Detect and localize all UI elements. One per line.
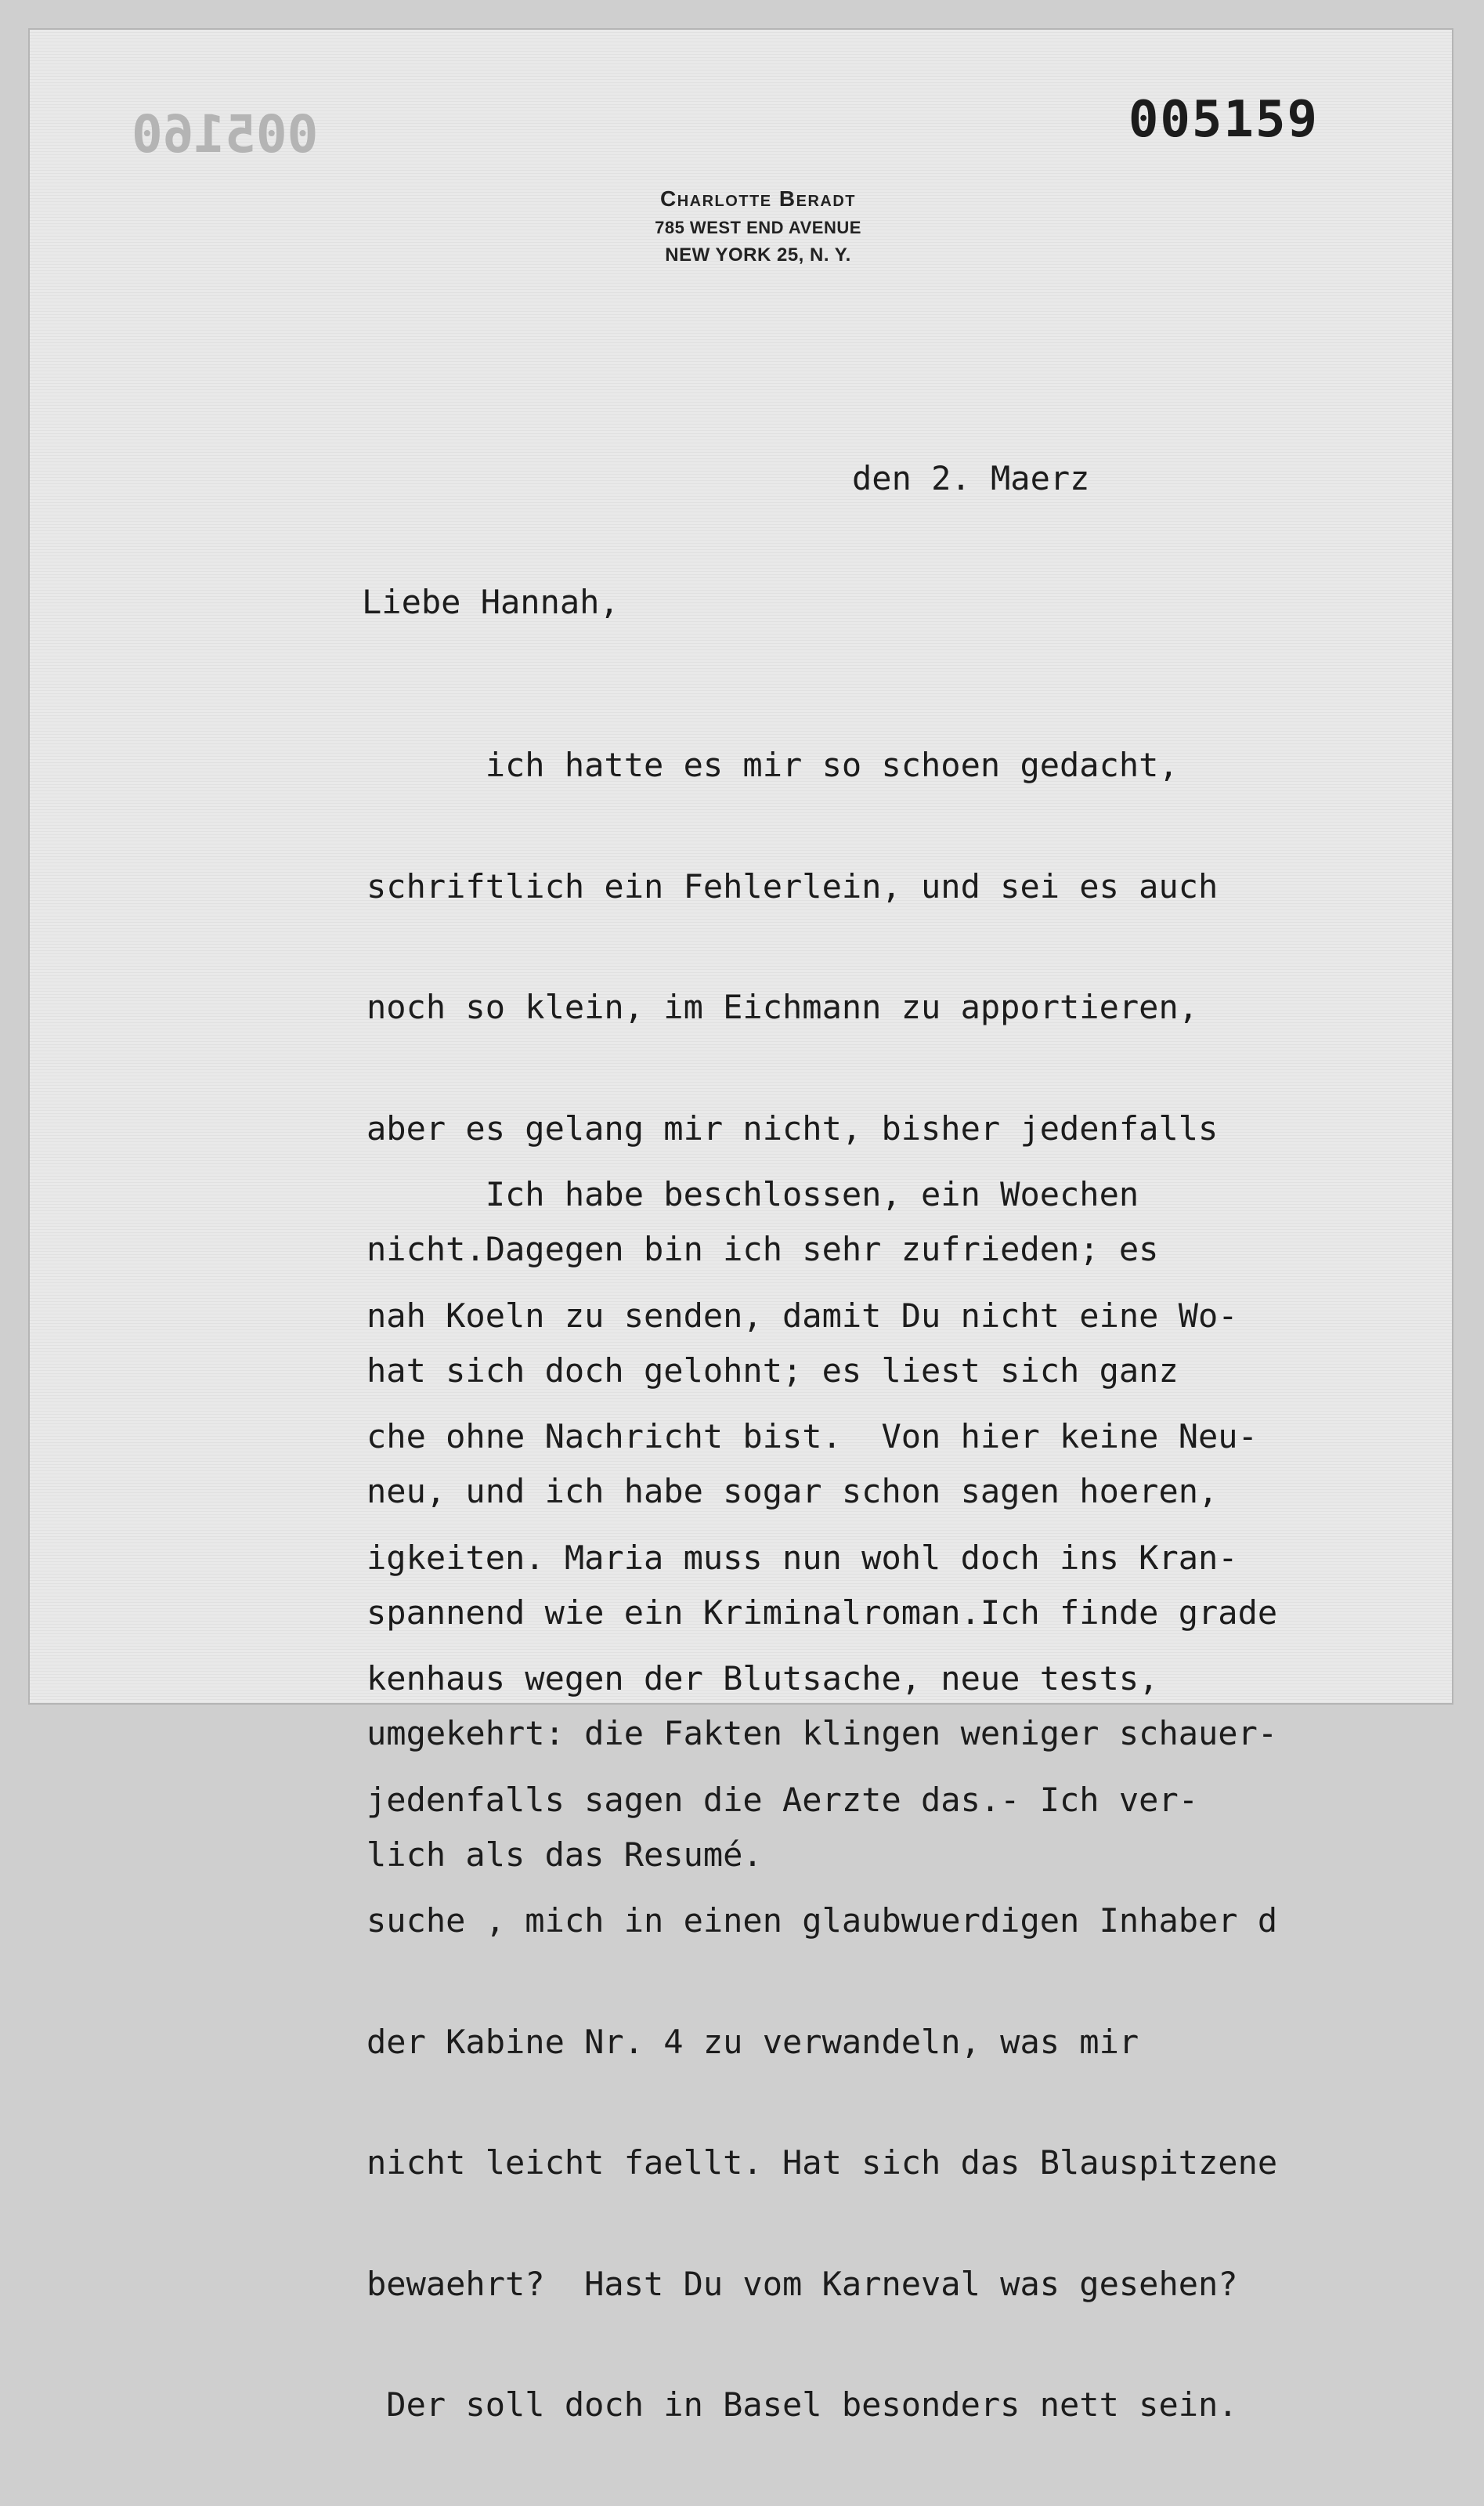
text-line: jedenfalls sagen die Aerzte das.- Ich ver- — [366, 1780, 1199, 1819]
text-line: spannend wie ein Kriminalroman.Ich finde grade — [366, 1593, 1278, 1632]
ghost-document-number: 005160 — [132, 104, 319, 165]
text-line: nah Koeln zu senden, damit Du nicht eine Wo- — [366, 1296, 1238, 1335]
text-line: nicht leicht faellt. Hat sich das Blauspitzene — [366, 2143, 1278, 2182]
letterhead-city: NEW YORK 25, N. Y. — [665, 244, 851, 266]
text-line: Der soll doch in Basel besonders nett sein. — [366, 2385, 1238, 2424]
text-line: che ohne Nachricht bist. Von hier keine Neu- — [366, 1417, 1258, 1456]
text-line: schriftlich ein Fehlerlein, und sei es auch — [366, 866, 1219, 906]
text-line: lich als das Resumé. — [366, 1835, 763, 1874]
letterhead-street: 785 WEST END AVENUE — [655, 218, 861, 237]
letter-date: den 2. Maerz — [852, 459, 1090, 497]
text-line: nicht.Dagegen bin ich sehr zufrieden; es — [366, 1230, 1159, 1268]
text-line: Ich habe beschlossen, ein Woechen — [366, 1175, 1139, 1213]
text-line: ich hatte es mir so schoen gedacht, — [366, 746, 1179, 784]
text-line: noch so klein, im Eichmann zu apportieren, — [366, 988, 1199, 1026]
text-line: bewaehrt? Hast Du vom Karneval was gesehen? — [366, 2264, 1238, 2303]
text-line: aber es gelang mir nicht, bisher jedenfalls — [366, 1108, 1219, 1148]
text-line: hat sich doch gelohnt; es liest sich ganz — [366, 1351, 1179, 1390]
text-line: kenhaus wegen der Blutsache, neue tests, — [366, 1659, 1159, 1698]
letterhead — [594, 186, 923, 266]
text-line: igkeiten. Maria muss nun wohl doch ins Kran- — [366, 1538, 1238, 1577]
text-line: suche , mich in einen glaubwuerdigen Inhaber d — [366, 1901, 1278, 1940]
letter-page — [28, 28, 1453, 2424]
text-line: umgekehrt: die Fakten klingen weniger schauer- — [366, 1714, 1278, 1752]
paragraph-2 — [366, 1094, 1479, 2506]
salutation: Liebe Hannah, — [362, 583, 619, 621]
text-line: der Kabine Nr. 4 zu verwandeln, was mir — [366, 2022, 1139, 2061]
letterhead-name: Charlotte Beradt — [660, 186, 856, 211]
document-number: 005159 — [1128, 91, 1319, 149]
text-line: neu, und ich habe sogar schon sagen hoeren, — [366, 1472, 1219, 1510]
